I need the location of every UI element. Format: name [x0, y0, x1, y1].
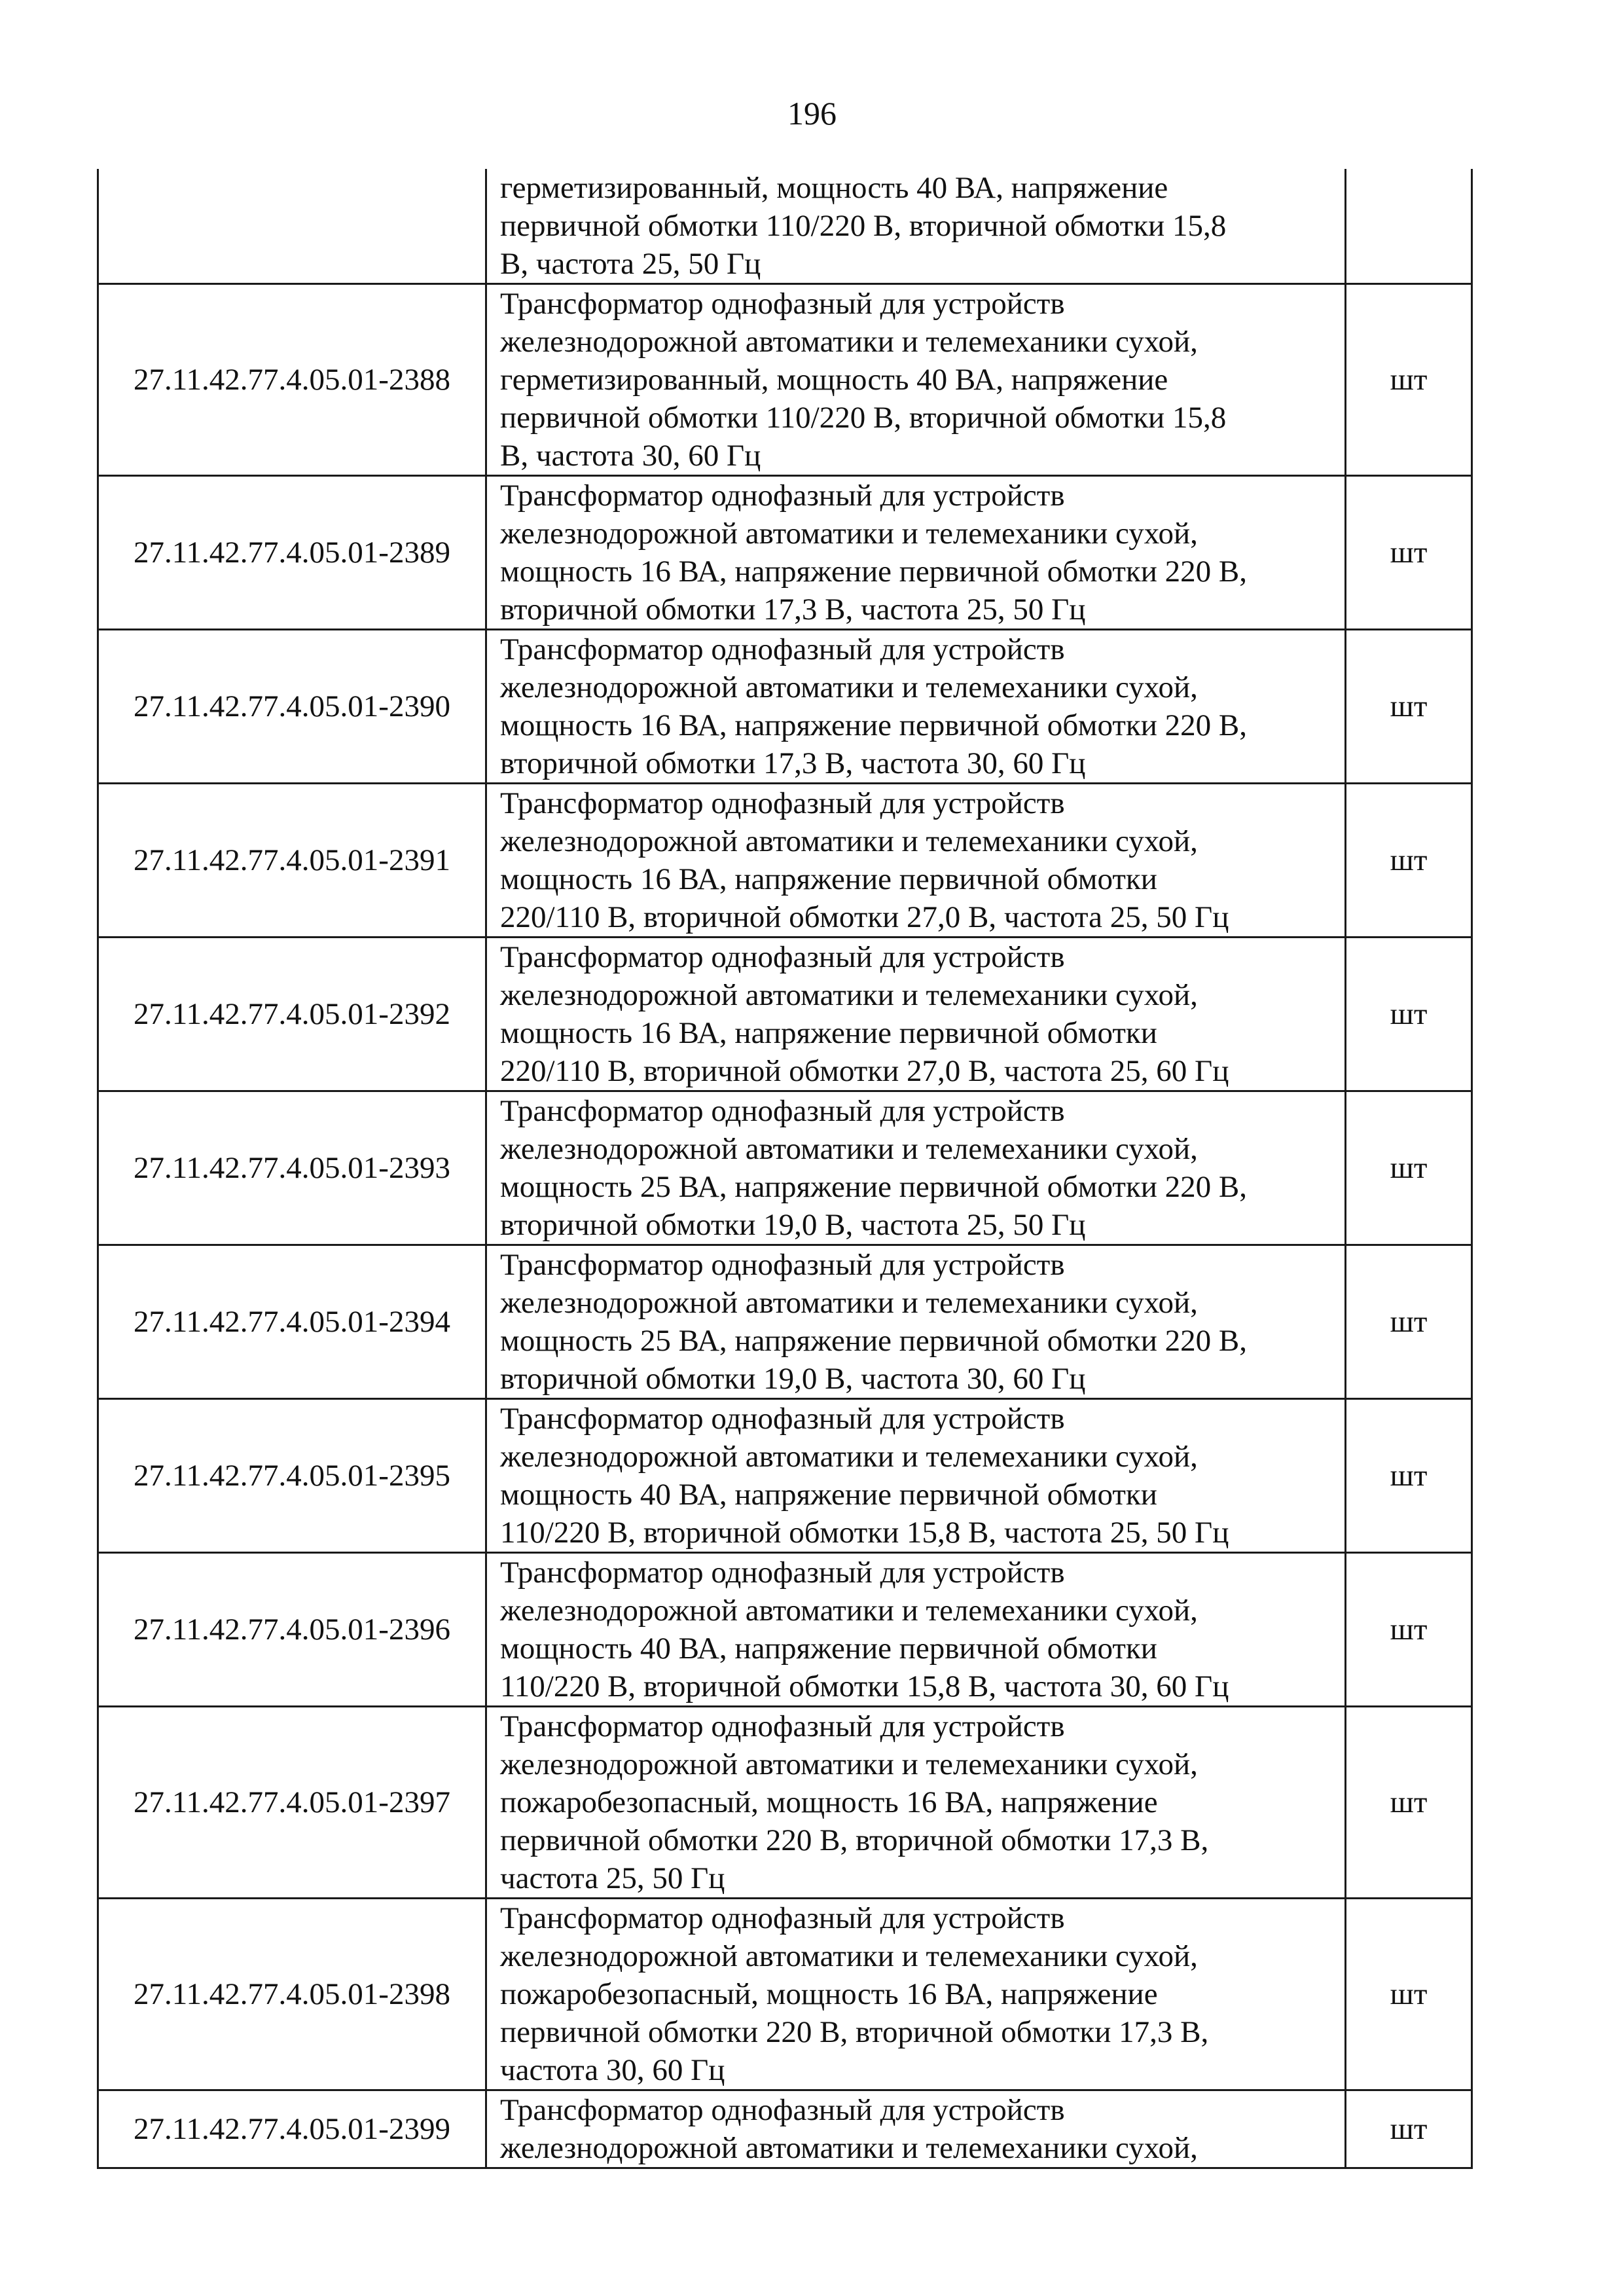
item-unit: шт: [1346, 284, 1472, 476]
item-code: 27.11.42.77.4.05.01-2395: [98, 1399, 486, 1553]
item-unit: шт: [1346, 2090, 1472, 2168]
table-row: [98, 284, 1472, 476]
description-line: первичной обмотки 220 В, вторичной обмотки 17,3 В,: [500, 1823, 1209, 1857]
description-line: вторичной обмотки 17,3 В, частота 30, 60 Гц: [500, 746, 1086, 780]
item-description: [486, 1707, 1346, 1899]
item-code: 27.11.42.77.4.05.01-2393: [98, 1091, 486, 1245]
description-line: железнодорожной автоматики и телемеханики сухой,: [500, 670, 1198, 704]
description-line: Трансформатор однофазный для устройств: [500, 1248, 1065, 1282]
table-row: [98, 1245, 1472, 1399]
description-line: первичной обмотки 110/220 В, вторичной обмотки 15,8: [500, 209, 1227, 243]
item-description: [486, 2090, 1346, 2168]
description-line: 110/220 В, вторичной обмотки 15,8 В, частота 30, 60 Гц: [500, 1669, 1229, 1704]
item-unit: шт: [1346, 938, 1472, 1091]
description-line: первичной обмотки 220 В, вторичной обмотки 17,3 В,: [500, 2015, 1209, 2049]
description-line: мощность 16 ВА, напряжение первичной обмотки: [500, 862, 1157, 896]
description-line: железнодорожной автоматики и телемеханики сухой,: [500, 824, 1198, 858]
item-code: [98, 169, 486, 284]
description-line: 220/110 В, вторичной обмотки 27,0 В, частота 25, 60 Гц: [500, 1054, 1229, 1088]
item-code: 27.11.42.77.4.05.01-2390: [98, 630, 486, 784]
description-line: Трансформатор однофазный для устройств: [500, 1901, 1065, 1935]
item-description: [486, 476, 1346, 630]
item-unit: [1346, 169, 1472, 284]
description-line: В, частота 30, 60 Гц: [500, 439, 761, 473]
description-line: герметизированный, мощность 40 ВА, напряжение: [500, 363, 1168, 397]
description-line: частота 30, 60 Гц: [500, 2053, 725, 2087]
description-line: Трансформатор однофазный для устройств: [500, 1094, 1065, 1128]
description-line: 220/110 В, вторичной обмотки 27,0 В, частота 25, 50 Гц: [500, 900, 1229, 934]
description-line: мощность 25 ВА, напряжение первичной обмотки 220 В,: [500, 1170, 1247, 1204]
description-line: В, частота 25, 50 Гц: [500, 247, 761, 281]
table-row: [98, 1091, 1472, 1245]
description-line: первичной обмотки 110/220 В, вторичной обмотки 15,8: [500, 401, 1227, 435]
table-row: [98, 2090, 1472, 2168]
item-code: 27.11.42.77.4.05.01-2397: [98, 1707, 486, 1899]
item-unit: шт: [1346, 1707, 1472, 1899]
item-unit: шт: [1346, 476, 1472, 630]
item-code: 27.11.42.77.4.05.01-2392: [98, 938, 486, 1091]
description-line: вторичной обмотки 19,0 В, частота 30, 60 Гц: [500, 1362, 1086, 1396]
item-unit: шт: [1346, 784, 1472, 938]
table-row: [98, 476, 1472, 630]
description-line: железнодорожной автоматики и телемеханики сухой,: [500, 1939, 1198, 1973]
description-line: Трансформатор однофазный для устройств: [500, 1402, 1065, 1436]
item-unit: шт: [1346, 1091, 1472, 1245]
description-line: вторичной обмотки 19,0 В, частота 25, 50 Гц: [500, 1208, 1086, 1242]
item-unit: шт: [1346, 1245, 1472, 1399]
item-description: [486, 1245, 1346, 1399]
item-description: [486, 938, 1346, 1091]
description-line: Трансформатор однофазный для устройств: [500, 1709, 1065, 1743]
item-unit: шт: [1346, 1399, 1472, 1553]
description-line: железнодорожной автоматики и телемеханики сухой,: [500, 978, 1198, 1012]
description-line: частота 25, 50 Гц: [500, 1861, 725, 1895]
page-number: 196: [787, 95, 837, 132]
description-line: мощность 16 ВА, напряжение первичной обмотки 220 В,: [500, 555, 1247, 589]
item-description: [486, 1399, 1346, 1553]
description-line: Трансформатор однофазный для устройств: [500, 632, 1065, 666]
item-code: 27.11.42.77.4.05.01-2399: [98, 2090, 486, 2168]
description-line: Трансформатор однофазный для устройств: [500, 786, 1065, 820]
item-description: [486, 1553, 1346, 1707]
description-line: железнодорожной автоматики и телемеханики сухой,: [500, 325, 1198, 359]
item-unit: шт: [1346, 1553, 1472, 1707]
item-description: [486, 1091, 1346, 1245]
description-line: Трансформатор однофазный для устройств: [500, 1556, 1065, 1590]
table-row: [98, 1707, 1472, 1899]
description-line: железнодорожной автоматики и телемеханики сухой,: [500, 1594, 1198, 1628]
item-description: [486, 1899, 1346, 2090]
description-line: мощность 25 ВА, напряжение первичной обмотки 220 В,: [500, 1324, 1247, 1358]
description-line: герметизированный, мощность 40 ВА, напряжение: [500, 171, 1168, 205]
item-description: [486, 784, 1346, 938]
item-unit: шт: [1346, 1899, 1472, 2090]
description-line: железнодорожной автоматики и телемеханики сухой,: [500, 1286, 1198, 1320]
item-code: 27.11.42.77.4.05.01-2391: [98, 784, 486, 938]
item-code: 27.11.42.77.4.05.01-2389: [98, 476, 486, 630]
table-row: [98, 630, 1472, 784]
item-code: 27.11.42.77.4.05.01-2398: [98, 1899, 486, 2090]
table-row: [98, 1553, 1472, 1707]
table-row: [98, 169, 1472, 284]
description-line: железнодорожной автоматики и телемеханики сухой,: [500, 2131, 1198, 2165]
description-line: Трансформатор однофазный для устройств: [500, 287, 1065, 321]
description-line: мощность 16 ВА, напряжение первичной обмотки 220 В,: [500, 708, 1247, 742]
description-line: вторичной обмотки 17,3 В, частота 25, 50 Гц: [500, 592, 1086, 627]
description-line: Трансформатор однофазный для устройств: [500, 479, 1065, 513]
specification-table: [97, 169, 1473, 2169]
table-row: [98, 1899, 1472, 2090]
description-line: Трансформатор однофазный для устройств: [500, 2093, 1065, 2127]
table-row: [98, 784, 1472, 938]
description-line: пожаробезопасный, мощность 16 ВА, напряжение: [500, 1977, 1158, 2011]
description-line: мощность 40 ВА, напряжение первичной обмотки: [500, 1631, 1157, 1666]
description-line: мощность 16 ВА, напряжение первичной обмотки: [500, 1016, 1157, 1050]
description-line: железнодорожной автоматики и телемеханики сухой,: [500, 1132, 1198, 1166]
table-row: [98, 938, 1472, 1091]
item-description: [486, 169, 1346, 284]
description-line: мощность 40 ВА, напряжение первичной обмотки: [500, 1478, 1157, 1512]
table-body: [98, 169, 1472, 2168]
table-row: [98, 1399, 1472, 1553]
description-line: железнодорожной автоматики и телемеханики сухой,: [500, 1440, 1198, 1474]
item-code: 27.11.42.77.4.05.01-2396: [98, 1553, 486, 1707]
description-line: пожаробезопасный, мощность 16 ВА, напряжение: [500, 1785, 1158, 1819]
description-line: железнодорожной автоматики и телемеханики сухой,: [500, 1747, 1198, 1781]
item-code: 27.11.42.77.4.05.01-2388: [98, 284, 486, 476]
description-line: 110/220 В, вторичной обмотки 15,8 В, частота 25, 50 Гц: [500, 1516, 1229, 1550]
item-unit: шт: [1346, 630, 1472, 784]
item-code: 27.11.42.77.4.05.01-2394: [98, 1245, 486, 1399]
description-line: Трансформатор однофазный для устройств: [500, 940, 1065, 974]
item-description: [486, 284, 1346, 476]
description-line: железнодорожной автоматики и телемеханики сухой,: [500, 517, 1198, 551]
item-description: [486, 630, 1346, 784]
